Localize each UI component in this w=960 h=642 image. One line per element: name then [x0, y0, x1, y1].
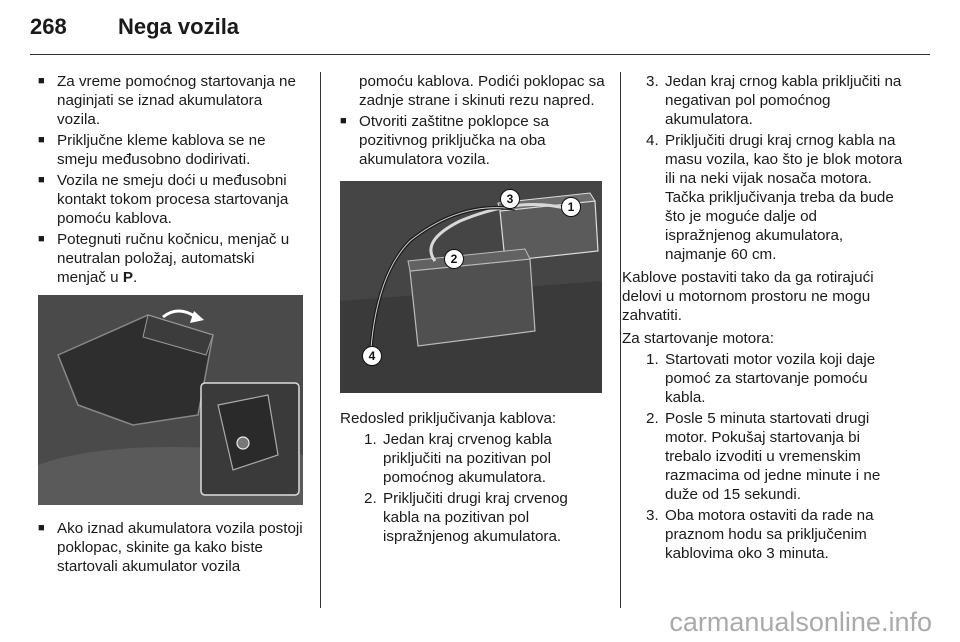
step-text: Posle 5 minuta startovati drugi motor. Pokušaj startovanja bi trebalo izvoditi u vremenskim razmacima od jedne minute i ne duže od 15 sekundi.: [665, 410, 881, 503]
step-text: Priključiti drugi kraj crvenog kabla na pozitivan pol ispražnjenog akumulatora.: [383, 490, 568, 545]
battery-cover-figure: [38, 295, 303, 505]
bullet-item: ■ Ako iznad akumulatora vozila postoji poklopac, skinite ga kako biste startovali akumulator vozila: [38, 519, 306, 576]
step-text: Jedan kraj crvenog kabla priključiti na pozitivan pol pomoćnog akumulatora.: [383, 431, 552, 486]
step-number: 2.: [646, 410, 659, 427]
bullet-item: ■ Za vreme pomoćnog startovanja ne naginjati se iznad akumulatora vozila.: [38, 72, 306, 129]
numbered-step: [622, 506, 904, 563]
numbered-step: [340, 489, 605, 546]
step-number: 4.: [646, 132, 659, 149]
step-number: 2.: [364, 490, 377, 507]
bullet-text: Potegnuti ručnu kočnicu, menjač u neutralan položaj, automatski menjač u: [57, 231, 290, 286]
callout-2: 2: [444, 249, 464, 269]
page-title: Nega vozila: [118, 14, 240, 39]
continued-text: pomoću kablova. Podići poklopac sa zadnje strane i skinuti rezu napred.: [359, 73, 605, 109]
page-number: 268: [30, 14, 67, 39]
step-number: 1.: [364, 431, 377, 448]
step-number: 3.: [646, 507, 659, 524]
gear-letter: P: [122, 269, 133, 286]
bullet-item: ■ Vozila ne smeju doći u međusobni kontakt tokom procesa startovanja pomoću kablova.: [38, 171, 306, 228]
column-divider-1: [320, 72, 321, 608]
numbered-step: [340, 430, 605, 487]
bullet-item: ■ Priključne kleme kablova se ne smeju međusobno dodirivati.: [38, 131, 306, 169]
step-text: Oba motora ostaviti da rade na praznom hodu sa priključenim kablovima oko 3 minuta.: [665, 507, 874, 562]
jump-start-figure: [340, 181, 602, 393]
paragraph: Kablove postaviti tako da ga rotirajući delovi u motornom prostoru ne mogu zahvatiti.: [622, 269, 874, 324]
callout-4: 4: [362, 346, 382, 366]
callout-1: 1: [561, 197, 581, 217]
step-number: 3.: [646, 73, 659, 90]
bullet-item: ■ Otvoriti zaštitne poklopce sa pozitivnog priključka na oba akumulatora vozila.: [340, 112, 605, 169]
step-number: 1.: [646, 351, 659, 368]
sequence-intro: Redosled priključivanja kablova:: [340, 410, 557, 427]
column-3: [622, 72, 904, 565]
watermark: carmanualsonline.info: [669, 607, 932, 637]
step-text: Startovati motor vozila koji daje pomoć za startovanje pomoću kabla.: [665, 351, 876, 406]
header-rule: [30, 54, 930, 55]
numbered-step: [622, 350, 904, 407]
numbered-step: [622, 131, 904, 264]
column-divider-2: [620, 72, 621, 608]
start-intro: Za startovanje motora:: [622, 330, 774, 347]
bullet-item: [38, 230, 306, 287]
step-text: Priključiti drugi kraj crnog kabla na masu vozila, kao što je blok motora ili na neki vijak nosača motora. Tačka priključivanja treba da bude što je moguće dalje od ispražnjenog akumulatora, najmanje 60 cm.: [665, 132, 903, 263]
callout-3: 3: [500, 189, 520, 209]
step-text: Jedan kraj crnog kabla priključiti na negativan pol pomoćnog akumulatora.: [665, 73, 902, 128]
column-1: [38, 72, 306, 578]
bullet-end: .: [133, 269, 138, 286]
column-2: [340, 72, 605, 548]
numbered-step: [622, 72, 904, 129]
numbered-step: [622, 409, 904, 504]
battery-cover-illustration: [38, 295, 303, 505]
